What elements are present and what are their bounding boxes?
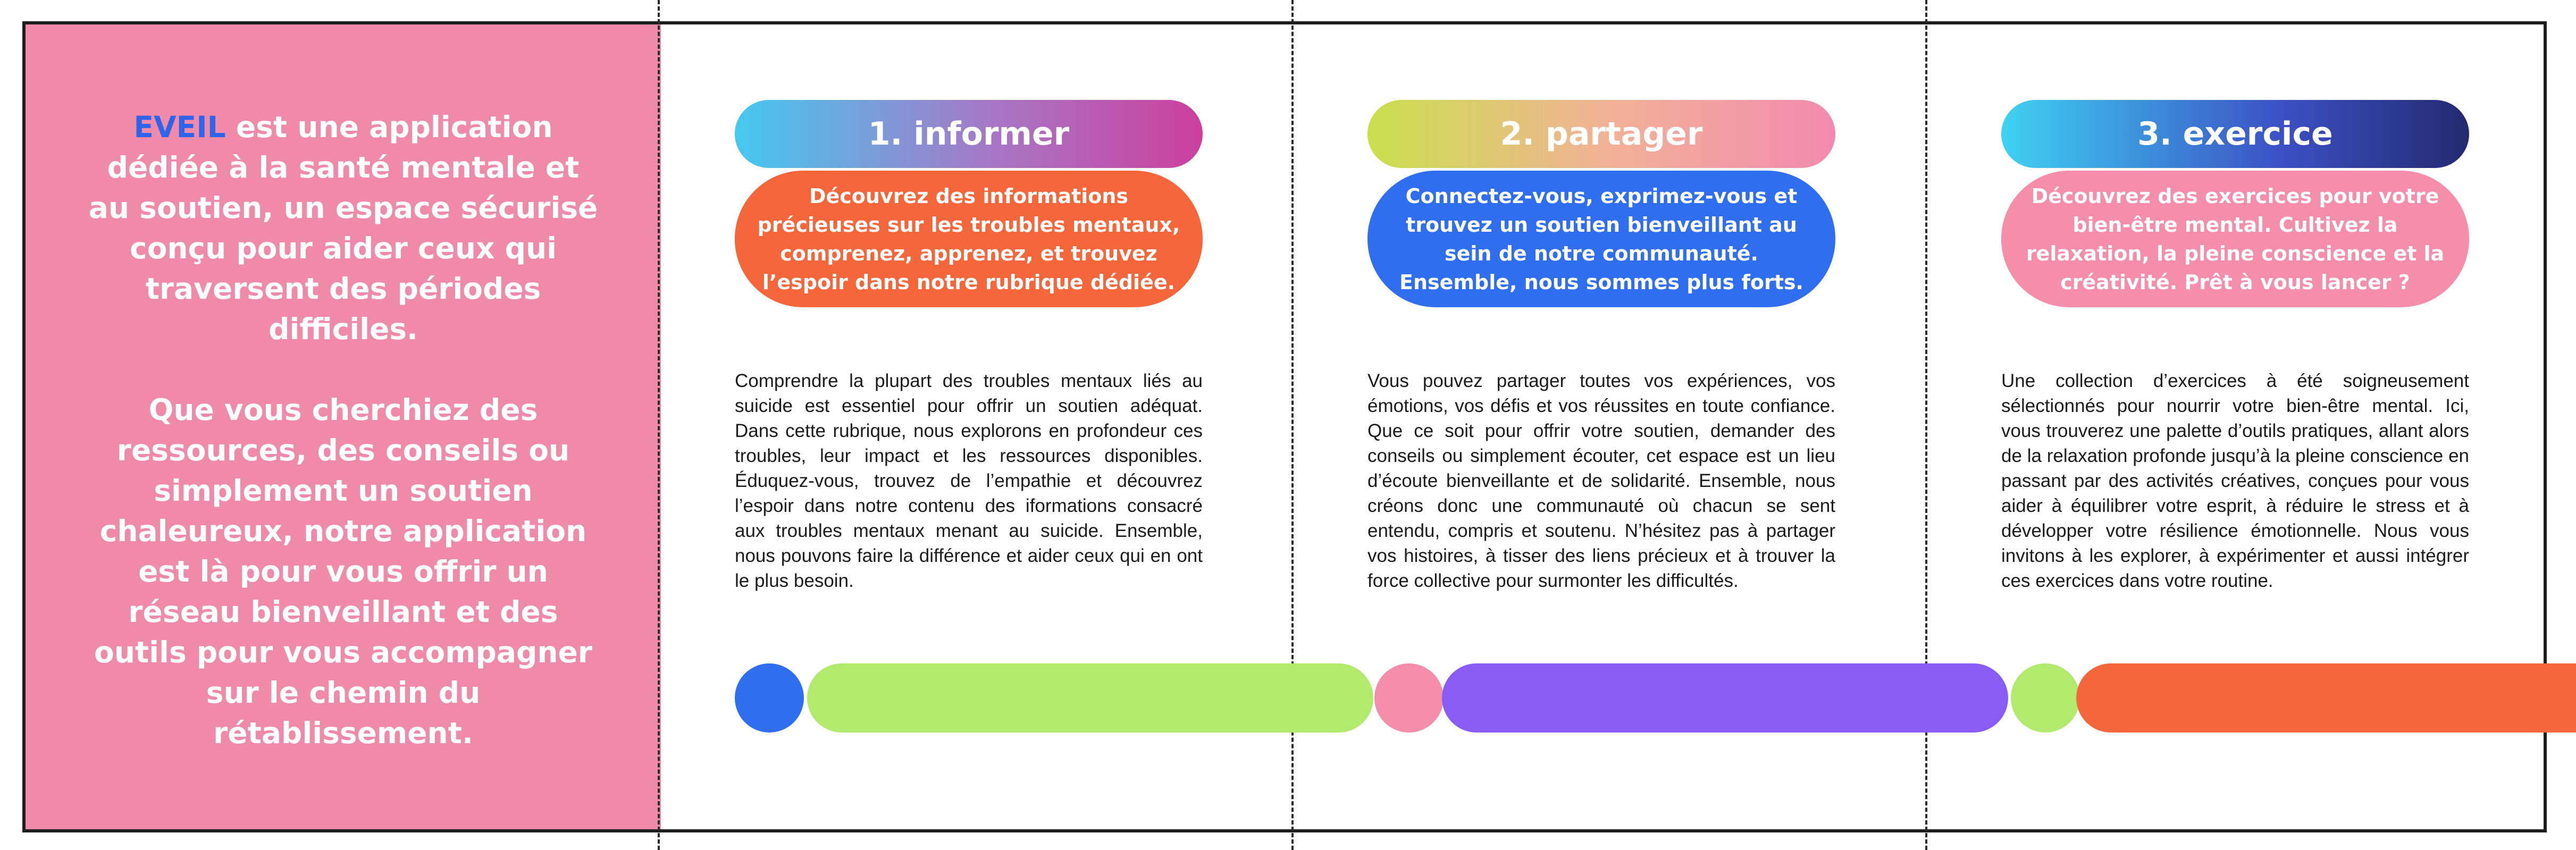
pink-dot-shape	[1374, 663, 1444, 733]
section-informer	[735, 100, 1203, 593]
intro-text	[87, 107, 600, 753]
purple-pill-shape	[1442, 663, 2008, 733]
brand-name: EVEIL	[133, 110, 226, 144]
section-summary-exercice: Découvrez des exercices pour votre bien-être mental. Cultivez la relaxation, la pleine conscience et la créativité. Prêt à vous lancer ?	[2001, 171, 2469, 307]
section-title-partager: 2. partager	[1367, 100, 1835, 168]
section-partager	[1367, 100, 1835, 593]
intro-paragraph-1-text: est une application dédiée à la santé mentale et au soutien, un espace sécurisé conçu pour aider ceux qui traversent des périodes difficiles.	[88, 110, 598, 346]
section-summary-partager: Connectez-vous, exprimez-vous et trouvez un soutien bienveillant au sein de notre communauté. Ensemble, nous sommes plus forts.	[1367, 171, 1835, 307]
intro-paragraph-1	[87, 107, 600, 349]
green-dot-shape	[2011, 663, 2080, 733]
section-exercice	[2001, 100, 2469, 593]
section-summary-informer: Découvrez des informations précieuses sur les troubles mentaux, comprenez, apprenez, et trouvez l’espoir dans notre rubrique dédiée.	[735, 171, 1203, 307]
decorative-shape-bar	[0, 663, 2576, 733]
section-title-exercice: 3. exercice	[2001, 100, 2469, 168]
section-title-informer: 1. informer	[735, 100, 1203, 168]
orange-pill-shape	[2076, 663, 2576, 733]
intro-paragraph-2: Que vous cherchiez des ressources, des conseils ou simplement un soutien chaleureux, notre application est là pour vous offrir un réseau bienveillant et des outils pour vous accompagner sur le chemin du rétablissement.	[94, 393, 592, 750]
blue-dot-shape	[735, 663, 804, 733]
section-body-partager: Vous pouvez partager toutes vos expériences, vos émotions, vos défis et vos réussites en toute confiance. Que ce soit pour offrir votre soutien, demander des conseils ou simplement écouter, cet espace est un lieu d’écoute bienveillante et de solidarité. Ensemble, nous créons donc une communauté où chacun se sent entendu, compris et soutenu. N’hésitez pas à partager vos histoires, à tisser des liens précieux et à trouver la force collective pour surmonter les difficultés.	[1367, 371, 1835, 591]
section-body-informer: Comprendre la plupart des troubles mentaux liés au suicide est essentiel pour offrir un soutien adéquat. Dans cette rubrique, nous explorons en profondeur ces troubles, leur impact et les ressources disponibles. Éduquez-vous, trouvez de l’empathie et découvrez l’espoir dans notre contenu des iformations consacré aux troubles mentaux menant au suicide. Ensemble, nous pouvons faire la différence et aider ceux qui en ont le plus besoin.	[735, 371, 1203, 591]
green-pill-shape	[807, 663, 1373, 733]
section-body-exercice: Une collection d’exercices à été soigneusement sélectionnés pour nourrir votre bien-être mental. Ici, vous trouverez une palette d’outils pratiques, allant alors de la relaxation profonde jusqu’à la pleine conscience en passant par des activités créatives, conçues pour vous aider à équilibrer votre esprit, à réduire le stress et à développer votre résilience émotionnelle. Nous vous invitons à les explorer, à expérimenter et aussi intégrer ces exercices dans votre routine.	[2001, 371, 2469, 591]
